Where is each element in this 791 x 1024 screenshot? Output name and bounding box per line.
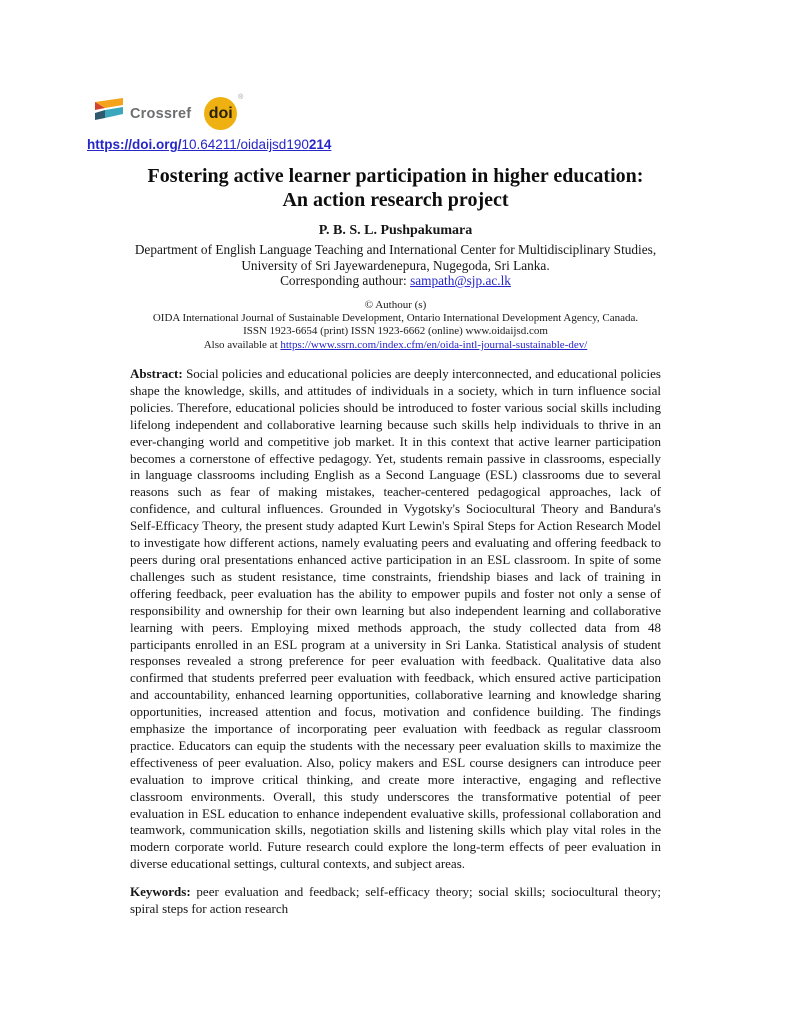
- doi-logo: [204, 94, 244, 130]
- title-line-1: Fostering active learner participation in higher education:: [147, 165, 644, 187]
- availability-label: Also available at: [203, 338, 281, 351]
- crossref-icon: [93, 96, 125, 131]
- doi-link-prefix: https://doi.org/: [87, 137, 182, 152]
- crossref-wordmark: Crossref: [130, 105, 192, 122]
- crossref-logo: [93, 96, 191, 131]
- abstract-label: Abstract:: [130, 366, 183, 381]
- doi-link-line: [87, 137, 331, 152]
- author-name: P. B. S. L. Pushpakumara: [318, 223, 473, 238]
- corresponding-author-label: Corresponding authour:: [280, 273, 411, 289]
- title-line-2: An action research project: [282, 189, 509, 211]
- affiliation-line-2: University of Sri Jayewardenepura, Nugegoda, Sri Lanka.: [241, 257, 550, 273]
- doi-link-suffix: 214: [308, 137, 332, 152]
- doi-logo-label: doi: [208, 104, 233, 122]
- registered-mark: ®: [238, 94, 244, 101]
- journal-line: OIDA International Journal of Sustainable Development, Ontario International Development Agency, Canada.: [152, 312, 639, 325]
- corresponding-email-link[interactable]: sampath@sjp.ac.lk: [410, 273, 511, 289]
- main-text-column: [130, 366, 661, 918]
- keywords-text: peer evaluation and feedback; self-efficacy theory; social skills; sociocultural theory; spiral steps for action research: [130, 884, 661, 917]
- affiliation-line-1: Department of English Language Teaching and International Center for Multidisciplinary Studies,: [134, 242, 657, 257]
- doi-link[interactable]: [87, 137, 331, 152]
- keywords-label: Keywords:: [130, 884, 191, 900]
- corresponding-author-line: [0, 273, 791, 289]
- logo-row: [93, 94, 244, 131]
- imprint-block: [0, 299, 791, 352]
- copyright-line: © Authour (s): [364, 299, 427, 311]
- affiliation-block: [0, 242, 791, 289]
- ssrn-link[interactable]: https://www.ssrn.com/index.cfm/en/oida-intl-journal-sustainable-dev/: [280, 338, 588, 351]
- issn-line: ISSN 1923-6654 (print) ISSN 1923-6662 (online) www.oidaijsd.com: [243, 325, 548, 338]
- abstract-text: Social policies and educational policies are deeply interconnected, and educational policies shape the knowledge, skills, and attitudes of individuals in a society, which in turn influence social policies. Therefore, educational policies should be introduced to foster various social skills including lifelong independent and collaborative learning because such skills help individuals to thrive in an ever-changing world and competitive job market. It in this context that active learner participation becomes a cornerstone of effective pedagogy. Yet, students remain passive in classrooms, especially in language classrooms including English as a Second Language (ESL) classrooms due to several reasons such as fear of making mistakes, teacher-centered pedagogical approaches, lack of confidence, and cultural influences. Grounded in Vygotsky's Sociocultural Theory and Bandura's Self-Efficacy Theory, the present study adapted Kurt Lewin's Spiral Steps for Action Research Model to investigate how different actions, namely evaluating peers and evaluating and offering feedback to peers during oral presentations enhanced active participation in an ESL classroom. In spite of some challenges such as student resistance, time constraints, friendship biases and lack of training in offering feedback, peer evaluation has the ability to empower pupils and foster not only a sense of responsibility and ownership for their own learning but also independent learning and collaborative learning with peers. Employing mixed methods approach, the study collected data from 48 participants enrolled in an ESL program at a university in Sri Lanka. Statistical analysis of student responses revealed a strong preference for peer evaluation with feedback. Qualitative data also confirmed that students preferred peer evaluation with feedback, which ensured active participation and accountability, enhanced learning opportunities, collaborative learning and knowledge sharing opportunities, increased attention and focus, motivation and confidence building. The findings emphasize the importance of incorporating peer evaluation with feedback as regular classroom practice. Educators can equip the students with the necessary peer evaluation skills to maximize the effectiveness of peer evaluation. Also, policy makers and ESL course designers can introduce peer evaluation to improve critical thinking, and create more interactive, engaging and reflective classroom environments. Overall, this study underscores the transformative potential of peer evaluation in ESL education to enhance independent evaluative skills, professional collaboration and teamwork, communication skills, negotiation skills and listening skills which play vital roles in the modern corporate world. Future research could explore the long-term effects of peer evaluation in diverse educational settings, cultural contexts, and subject areas.: [130, 366, 661, 872]
- doi-link-middle: 10.64211/oidaijsd190: [181, 137, 309, 152]
- availability-line: [0, 339, 791, 352]
- page-title: [0, 164, 791, 212]
- keywords-paragraph: [130, 884, 661, 918]
- abstract-paragraph: [130, 366, 661, 873]
